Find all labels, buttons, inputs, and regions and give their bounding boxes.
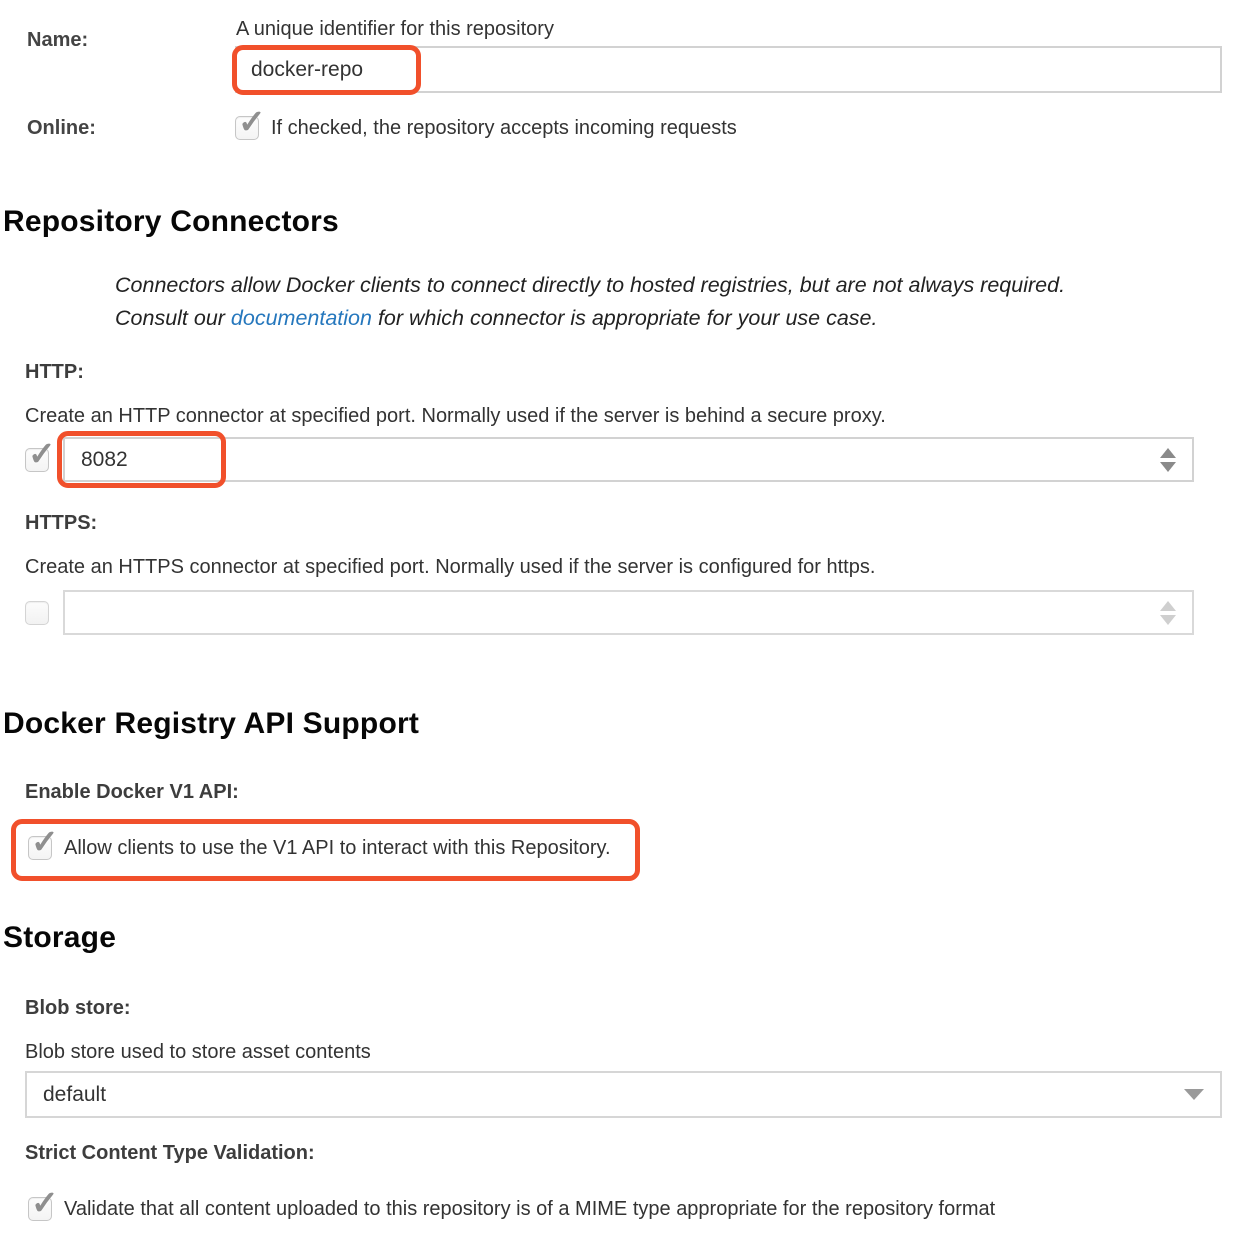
http-description: Create an HTTP connector at specified port. Normally used if the server is behind a secure proxy.	[25, 405, 886, 427]
intro-text-before: Connectors allow Docker clients to connect directly to hosted registries, but are not always required. Consult our	[115, 273, 1066, 330]
https-port-stepper[interactable]	[1160, 601, 1176, 625]
online-label-cell	[3, 116, 235, 140]
name-label: Name:	[27, 29, 89, 51]
blob-store-select[interactable]	[25, 1071, 1222, 1118]
http-label: HTTP:	[25, 361, 84, 383]
strict-validation-checkbox-label: Validate that all content uploaded to this repository is of a MIME type appropriate for the repository format	[64, 1198, 996, 1220]
online-checkbox[interactable]	[235, 116, 259, 140]
v1-api-row	[28, 836, 611, 865]
blob-store-description: Blob store used to store asset contents	[25, 1041, 371, 1063]
v1-api-checkbox-label: Allow clients to use the V1 API to interact with this Repository.	[64, 837, 611, 859]
storage-heading: Storage	[3, 921, 117, 954]
v1-api-check-row	[28, 836, 611, 860]
docker-api-heading: Docker Registry API Support	[3, 707, 420, 740]
repository-connectors-heading: Repository Connectors	[3, 205, 339, 238]
online-check-row	[235, 116, 737, 140]
name-field-row	[3, 18, 1222, 93]
name-hint: A unique identifier for this repository	[236, 18, 554, 40]
v1-api-checkbox[interactable]	[28, 836, 52, 860]
intro-text-after: for which connector is appropriate for your use case.	[371, 306, 878, 330]
http-connector-checkbox[interactable]	[25, 448, 49, 472]
name-input-wrap	[235, 46, 1222, 93]
stepper-up-icon[interactable]	[1160, 448, 1176, 458]
online-field-content	[235, 116, 1222, 145]
http-port-stepper[interactable]	[1160, 448, 1176, 472]
http-connector-row	[25, 437, 1194, 482]
stepper-down-icon[interactable]	[1160, 462, 1176, 472]
strict-validation-label: Strict Content Type Validation:	[25, 1142, 315, 1164]
blob-store-selected-value: default	[43, 1082, 107, 1106]
name-input[interactable]	[235, 46, 1222, 93]
name-label-cell	[3, 18, 235, 52]
https-port-input-wrap	[63, 590, 1194, 635]
online-checkbox-label: If checked, the repository accepts incoming requests	[271, 117, 737, 139]
http-port-input[interactable]	[63, 437, 1194, 482]
online-label: Online:	[27, 117, 96, 139]
https-connector-row	[25, 590, 1194, 635]
strict-validation-checkbox[interactable]	[28, 1197, 52, 1221]
documentation-link[interactable]: documentation	[230, 306, 372, 330]
online-field-row	[3, 116, 1222, 145]
connectors-intro-text	[115, 269, 1120, 335]
https-port-input[interactable]	[63, 590, 1194, 635]
https-connector-checkbox[interactable]	[25, 601, 49, 625]
stepper-down-icon[interactable]	[1160, 615, 1176, 625]
strict-validation-row	[28, 1197, 995, 1221]
https-label: HTTPS:	[25, 512, 98, 534]
http-port-input-wrap	[63, 437, 1194, 482]
name-field-content	[235, 18, 1222, 93]
chevron-down-icon	[1184, 1089, 1204, 1100]
stepper-up-icon[interactable]	[1160, 601, 1176, 611]
https-description: Create an HTTPS connector at specified port. Normally used if the server is configured for https.	[25, 556, 876, 578]
blob-store-label: Blob store:	[25, 997, 131, 1019]
enable-v1-api-label: Enable Docker V1 API:	[25, 781, 239, 803]
